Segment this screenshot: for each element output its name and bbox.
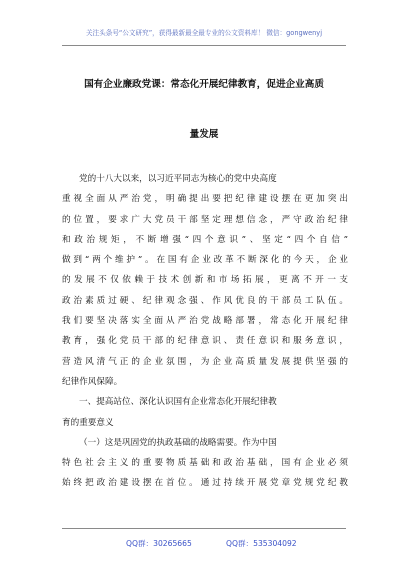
body-line: 的位置，要求广大党员干部坚定理想信念，严守政治纪律 [62,214,348,225]
body-line: 重视全面从严治党，明确提出要把纪律建设摆在更加突出 [62,194,348,205]
header-divider [62,45,346,46]
body-line: 党的十八大以来，以习近平同志为核心的党中央高度 [79,174,277,184]
footer-qq-group-1[interactable]: QQ群：30265665 [126,539,192,548]
body-line: 教育，强化党员干部的纪律意识、责任意识和服务意识， [62,336,348,347]
section-heading-cont: 育的重要意义 [62,417,114,428]
footer-divider [62,528,346,529]
body-line: 我们要坚决落实全面从严治党战略部署，常态化开展纪律 [62,316,348,327]
document-body [62,169,348,494]
body-line: 的发展不仅依赖于技术创新和市场拓展，更离不开一支 [62,275,348,286]
footer-qq-group-2[interactable]: QQ群：535304092 [226,539,297,548]
body-line: （一）这是巩固党的执政基础的战略需要。作为中国 [79,437,277,448]
body-line: 特色社会主义的重要物质基础和政治基础，国有企业必须 [62,458,348,469]
body-line: 始终把政治建设摆在首位。通过持续开展党章党规党纪教 [62,478,348,489]
body-line: 和政治规矩，不断增强“四个意识”、坚定“四个自信” [62,234,348,245]
document-title-line-1: 国有企业廉政党课：常态化开展纪律教育，促进企业高质 [84,79,324,90]
body-line: 营造风清气正的企业氛围，为企业高质量发展提供坚强的 [62,356,348,367]
section-heading: 一、提高站位、深化认识国有企业常态化开展纪律教 [79,397,277,408]
body-line: 做到“两个维护”。在国有企业改革不断深化的今天，企业 [62,255,348,266]
body-line: 纪律作风保障。 [62,376,123,387]
body-line: 政治素质过硬、纪律观念强、作风优良的干部员工队伍。 [62,295,348,306]
header-banner[interactable]: 关注头条号“公文研究”，获得最新最全最专业的公文资料库！ 微信：gongwenyj [85,29,323,37]
document-title-line-2: 量发展 [189,129,219,140]
